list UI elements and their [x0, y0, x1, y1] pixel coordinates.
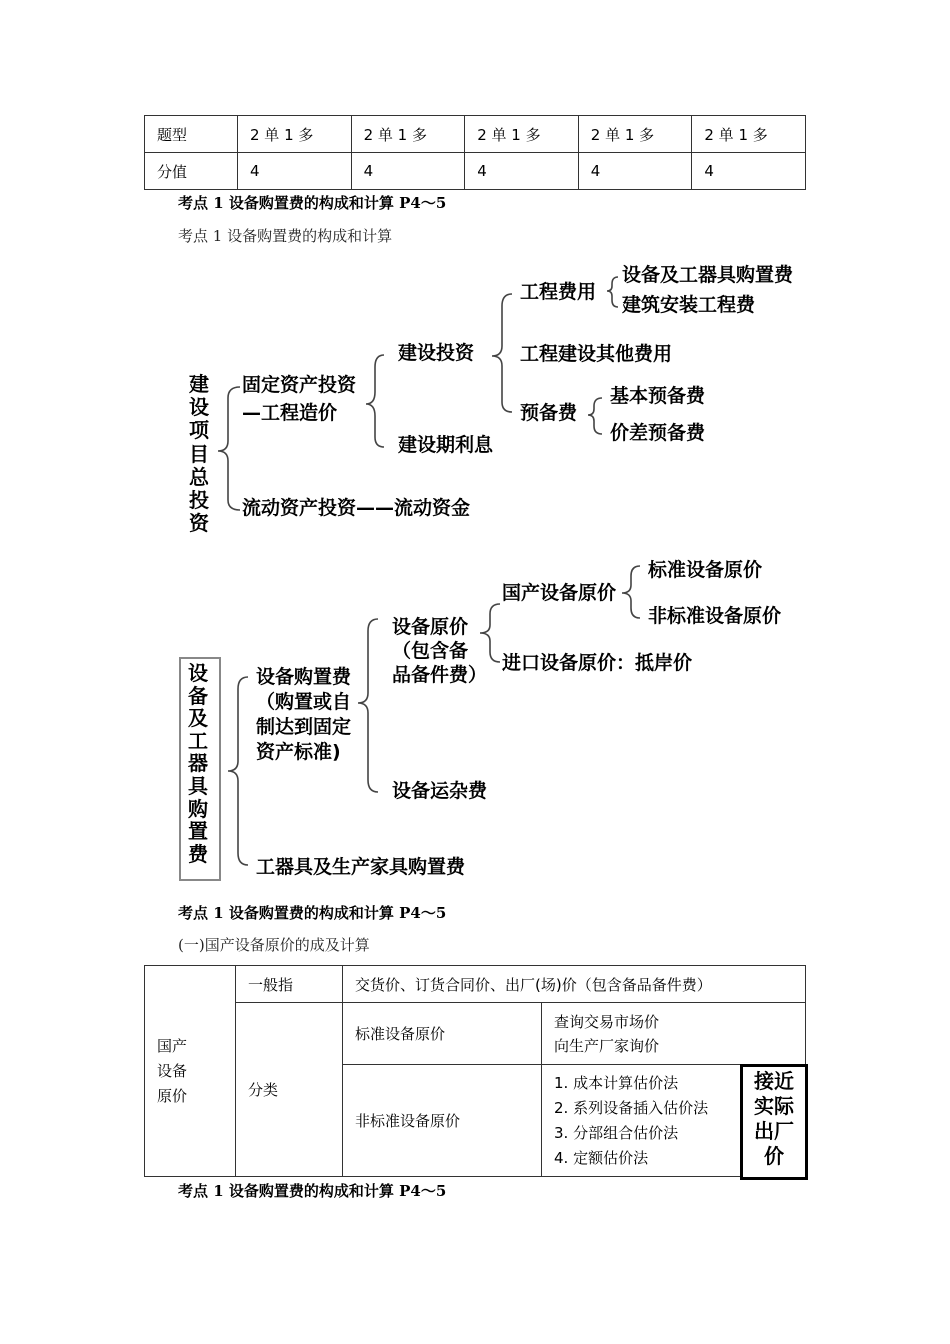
method: 2. 系列设备插入估价法: [554, 1098, 709, 1117]
nonstandard-label: 非标准设备原价: [343, 1065, 542, 1177]
standard-label: 标准设备原价: [343, 1003, 542, 1065]
d1-other-fee: 工程建设其他费用: [520, 343, 673, 365]
d1-fixed-asset-cost: —工程造价: [242, 402, 338, 424]
general-value: 交货价、订货合同价、出厂(场)价（包含备品备件费）: [343, 966, 806, 1003]
header-line: 设备: [157, 1061, 188, 1080]
section-heading-1: 考点 1 设备购置费的构成和计算 P4～5: [178, 194, 447, 212]
note-line: 出厂: [754, 1119, 794, 1143]
d2-equip-line1: 设备购置费: [256, 666, 352, 688]
d2-root: 设备及工器具购置费: [188, 661, 208, 866]
cell: 4: [351, 153, 465, 190]
d1-interest: 建设期利息: [398, 434, 494, 456]
cell: 2 单 1 多: [351, 116, 465, 153]
section-subheading-2: (一)国产设备原价的成及计算: [178, 936, 370, 954]
near-factory-price-note: [740, 1064, 808, 1180]
d1-root: 建设项目总投资: [189, 372, 209, 536]
method: 4. 定额估价法: [554, 1148, 649, 1167]
row-label: 分值: [145, 153, 238, 190]
d1-price-reserve: 价差预备费: [610, 422, 706, 444]
section-heading-3: 考点 1 设备购置费的构成和计算 P4～5: [178, 1182, 447, 1200]
method: 向生产厂家询价: [554, 1036, 660, 1055]
domestic-price-table: [144, 965, 806, 1177]
cell: 4: [578, 153, 692, 190]
method: 3. 分部组合估价法: [554, 1123, 679, 1142]
d2-original-line2: （包含备: [392, 640, 469, 662]
method: 查询交易市场价: [554, 1012, 660, 1031]
d2-nonstandard: 非标准设备原价: [648, 605, 782, 627]
cell: 2 单 1 多: [465, 116, 579, 153]
d2-standard: 标准设备原价: [648, 559, 763, 581]
note-line: 接近: [754, 1069, 794, 1093]
d1-flow-asset: 流动资产投资——流动资金: [242, 497, 471, 519]
cell: 4: [465, 153, 579, 190]
d2-domestic: 国产设备原价: [502, 582, 617, 604]
table-row-header: [145, 966, 236, 1177]
d1-reserve: 预备费: [520, 402, 578, 424]
d1-building-fee: 建筑安装工程费: [622, 294, 756, 316]
d2-original-line3: 品备件费）: [392, 664, 488, 686]
d2-equip-line3: 制达到固定: [256, 716, 352, 738]
category-label: 分类: [236, 1003, 343, 1177]
section-subheading-1: 考点 1 设备购置费的构成和计算: [178, 227, 393, 245]
method: 1. 成本计算估价法: [554, 1073, 679, 1092]
d1-equipment-fee: 设备及工器具购置费: [622, 264, 794, 286]
note-line: 实际: [754, 1094, 794, 1118]
d1-construction: 建设投资: [398, 342, 475, 364]
cell: 4: [692, 153, 806, 190]
section-heading-2: 考点 1 设备购置费的构成和计算 P4～5: [178, 904, 447, 922]
general-label: 一般指: [236, 966, 343, 1003]
header-line: 原价: [157, 1086, 188, 1105]
header-line: 国产: [157, 1036, 188, 1055]
cell: 2 单 1 多: [692, 116, 806, 153]
cell: 2 单 1 多: [238, 116, 352, 153]
d1-basic-reserve: 基本预备费: [610, 385, 706, 407]
standard-methods: [542, 1003, 806, 1065]
d2-tools: 工器具及生产家具购置费: [256, 856, 466, 878]
note-line: 价: [764, 1144, 784, 1168]
d2-import: 进口设备原价：抵岸价: [502, 652, 693, 674]
cell: 2 单 1 多: [578, 116, 692, 153]
d1-engineering-fee: 工程费用: [520, 281, 597, 303]
cell: 4: [238, 153, 352, 190]
d2-equip-line4: 资产标准): [256, 741, 341, 763]
d2-original-line1: 设备原价: [392, 616, 469, 638]
d2-transport: 设备运杂费: [392, 780, 488, 802]
row-label: 题型: [145, 116, 238, 153]
d2-equip-line2: （购置或自: [256, 691, 352, 713]
d1-fixed-asset: 固定资产投资: [242, 374, 357, 396]
